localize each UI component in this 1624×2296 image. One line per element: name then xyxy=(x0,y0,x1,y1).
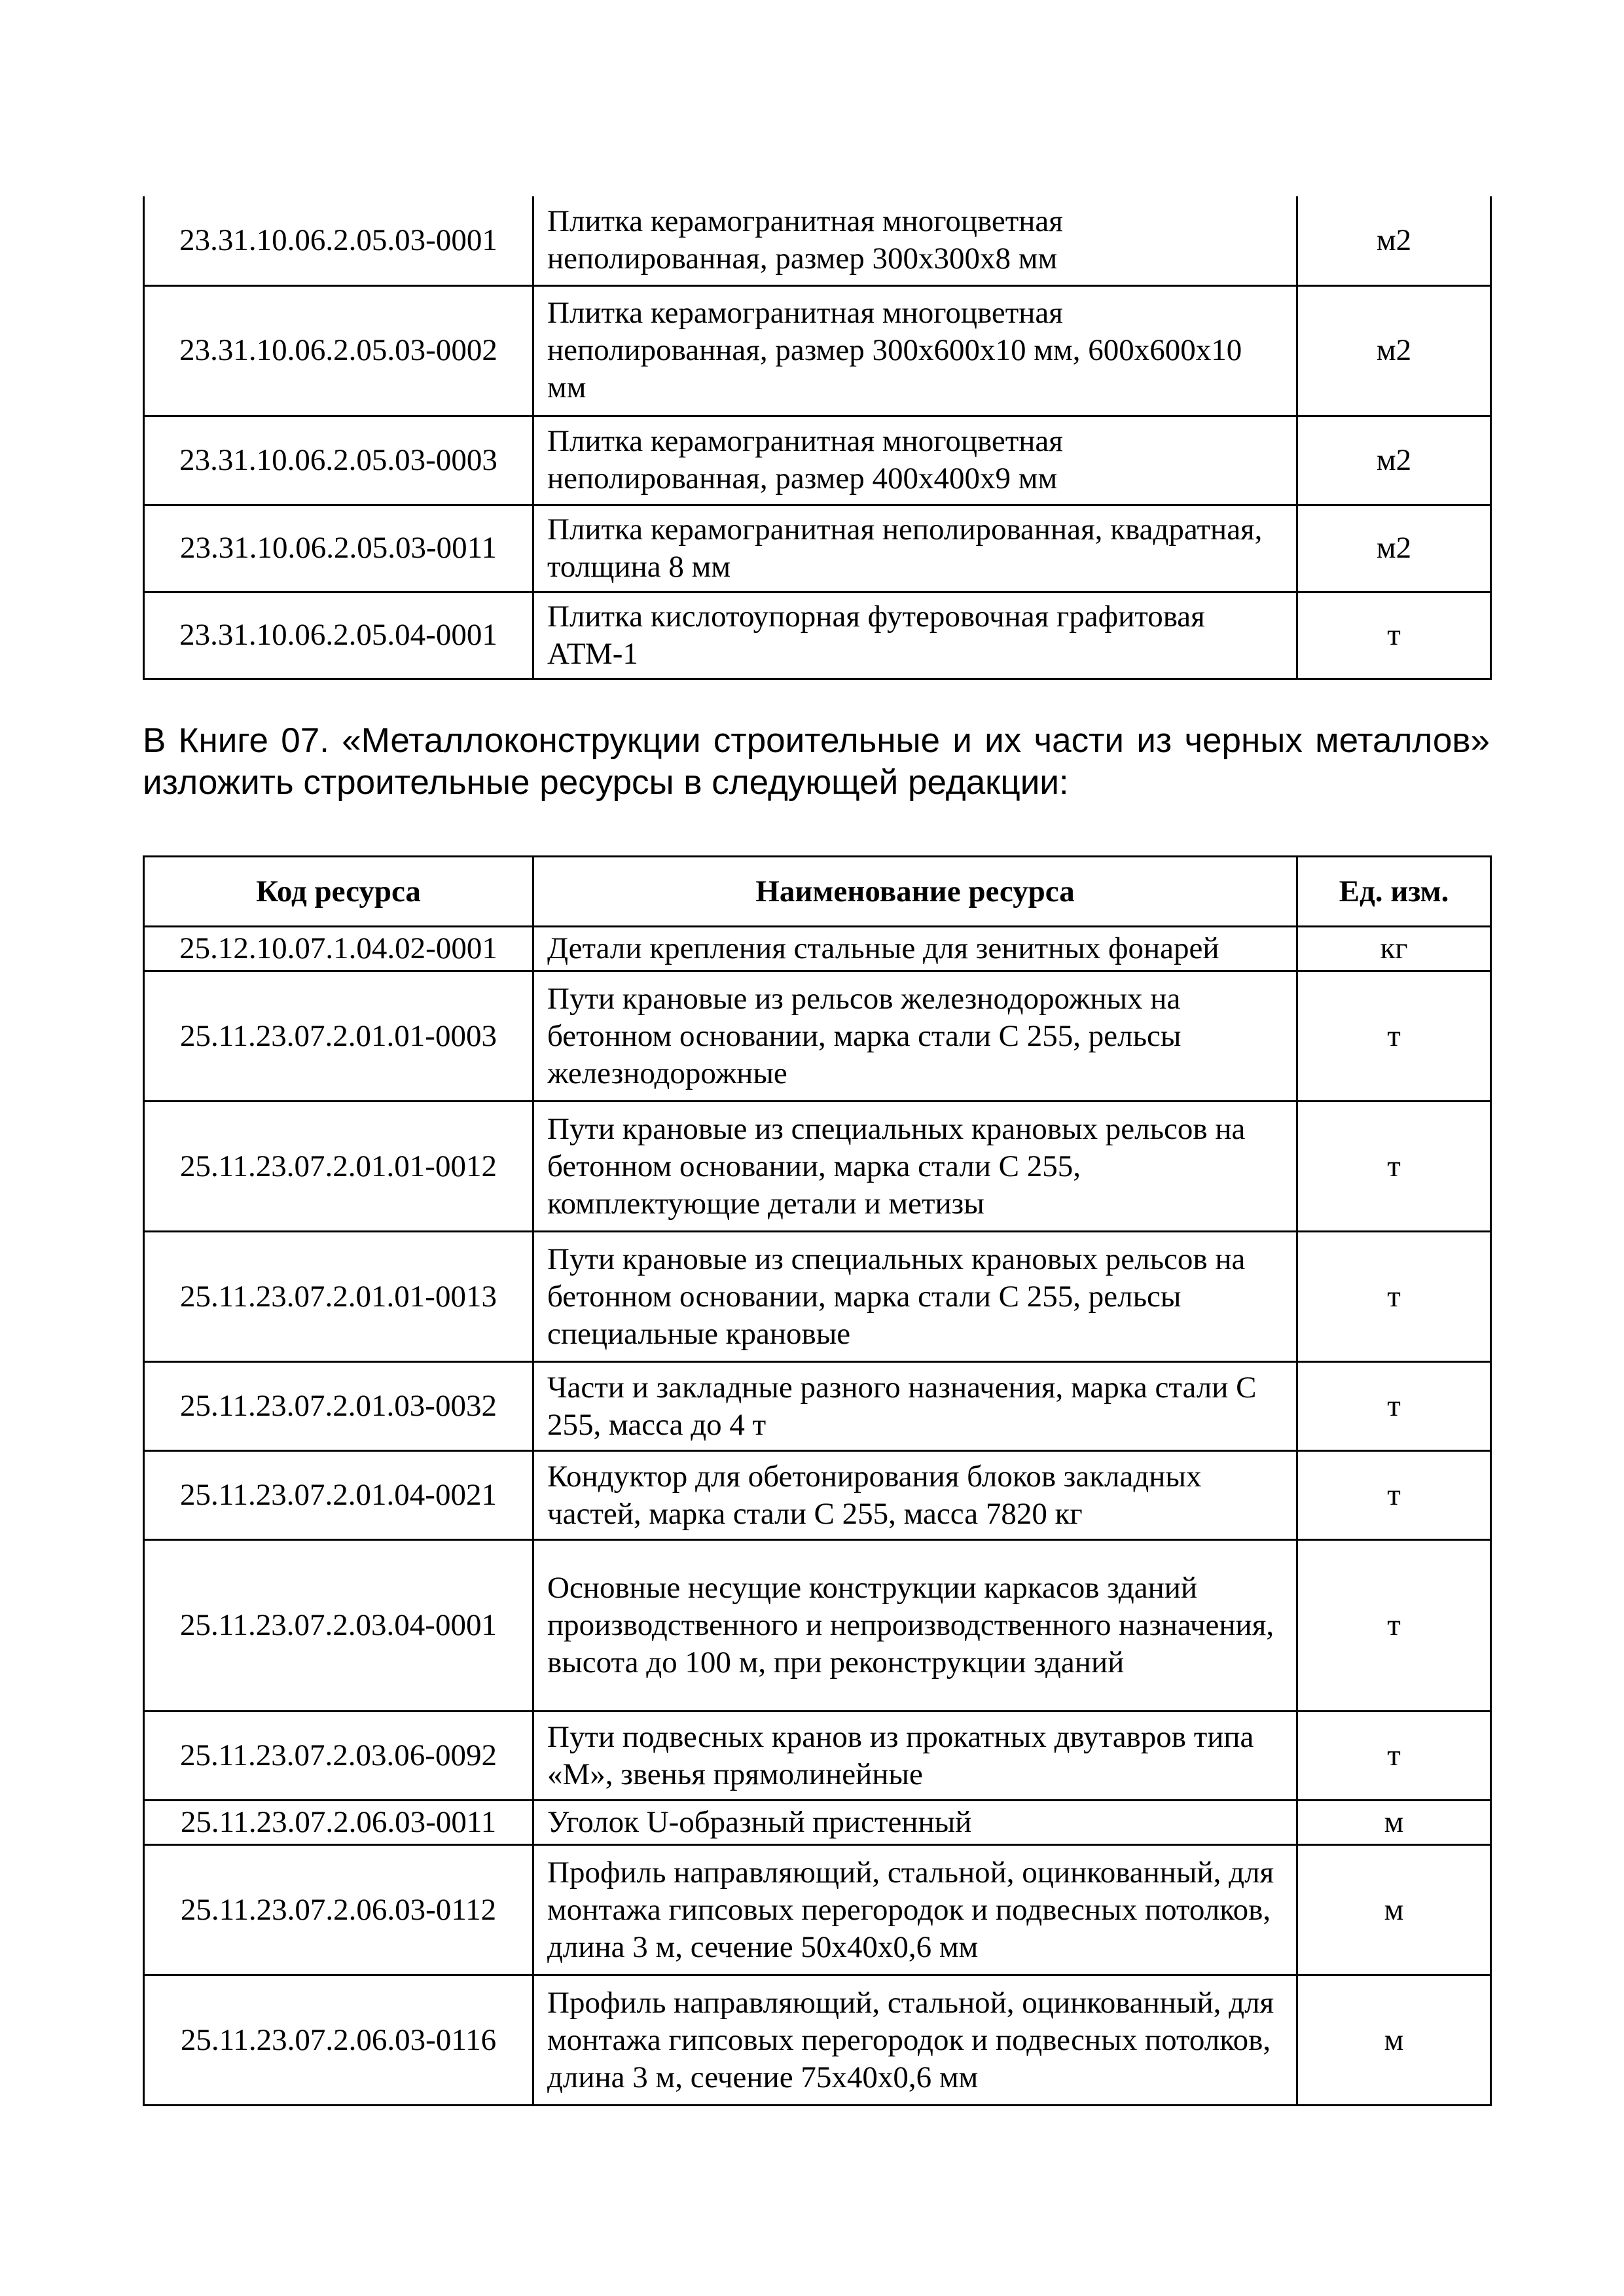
resource-unit: т xyxy=(1297,1540,1491,1712)
resource-code: 25.11.23.07.2.01.04-0021 xyxy=(144,1451,533,1540)
table-row xyxy=(144,1362,1491,1451)
resource-code: 25.11.23.07.2.01.01-0012 xyxy=(144,1102,533,1232)
section-instruction-paragraph: В Книге 07. «Металлоконструкции строительные и их части из черных металлов» изложить строительные ресурсы в следующей редакции: xyxy=(143,721,1490,802)
resource-unit: м2 xyxy=(1297,505,1491,592)
table-header-row xyxy=(144,857,1491,927)
resource-name: Плитка кислотоупорная футеровочная графитовая АТМ-1 xyxy=(533,592,1297,679)
table-row xyxy=(144,1845,1491,1975)
resource-name: Плитка керамогранитная многоцветная неполированная, размер 300х300х8 мм xyxy=(533,196,1297,285)
resource-unit: т xyxy=(1297,592,1491,679)
resource-unit: т xyxy=(1297,1232,1491,1362)
resource-code: 23.31.10.06.2.05.03-0011 xyxy=(144,505,533,592)
resource-table-continued xyxy=(143,196,1492,680)
table-row xyxy=(144,1540,1491,1712)
resource-unit: т xyxy=(1297,1451,1491,1540)
resource-name: Профиль направляющий, стальной, оцинкованный, для монтажа гипсовых перегородок и подвесных потолков, длина 3 м, сечение 75х40х0,6 мм xyxy=(533,1975,1297,2106)
resource-unit: м2 xyxy=(1297,416,1491,505)
resource-unit: т xyxy=(1297,971,1491,1102)
resource-code: 23.31.10.06.2.05.03-0002 xyxy=(144,285,533,416)
resource-name: Профиль направляющий, стальной, оцинкованный, для монтажа гипсовых перегородок и подвесных потолков, длина 3 м, сечение 50х40х0,6 мм xyxy=(533,1845,1297,1975)
table-row xyxy=(144,285,1491,416)
resource-code: 25.11.23.07.2.06.03-0116 xyxy=(144,1975,533,2106)
resource-table xyxy=(143,855,1492,2106)
resource-unit: т xyxy=(1297,1102,1491,1232)
resource-name: Пути крановые из специальных крановых рельсов на бетонном основании, марка стали С 255, рельсы специальные крановые xyxy=(533,1232,1297,1362)
table-row xyxy=(144,1102,1491,1232)
table-row xyxy=(144,1232,1491,1362)
column-header-unit: Ед. изм. xyxy=(1297,857,1491,927)
resource-code: 25.11.23.07.2.06.03-0112 xyxy=(144,1845,533,1975)
resource-code: 25.11.23.07.2.03.04-0001 xyxy=(144,1540,533,1712)
table-row xyxy=(144,1975,1491,2106)
resource-code: 23.31.10.06.2.05.03-0001 xyxy=(144,196,533,285)
resource-name: Пути крановые из специальных крановых рельсов на бетонном основании, марка стали С 255, комплектующие детали и метизы xyxy=(533,1102,1297,1232)
resource-unit: м xyxy=(1297,1975,1491,2106)
resource-code: 25.11.23.07.2.06.03-0011 xyxy=(144,1801,533,1845)
resource-name: Плитка керамогранитная неполированная, квадратная, толщина 8 мм xyxy=(533,505,1297,592)
resource-code: 23.31.10.06.2.05.04-0001 xyxy=(144,592,533,679)
table-row xyxy=(144,196,1491,285)
table-row xyxy=(144,927,1491,971)
table-row xyxy=(144,1712,1491,1801)
resource-name: Плитка керамогранитная многоцветная неполированная, размер 300х600х10 мм, 600х600х10 мм xyxy=(533,285,1297,416)
column-header-code: Код ресурса xyxy=(144,857,533,927)
resource-name: Пути подвесных кранов из прокатных двутавров типа «М», звенья прямолинейные xyxy=(533,1712,1297,1801)
table-row xyxy=(144,971,1491,1102)
resource-name: Основные несущие конструкции каркасов зданий производственного и непроизводственного назначения, высота до 100 м, при реконструкции зданий xyxy=(533,1540,1297,1712)
resource-unit: кг xyxy=(1297,927,1491,971)
resource-name: Пути крановые из рельсов железнодорожных на бетонном основании, марка стали С 255, рельсы железнодорожные xyxy=(533,971,1297,1102)
resource-unit: м xyxy=(1297,1845,1491,1975)
resource-name: Части и закладные разного назначения, марка стали С 255, масса до 4 т xyxy=(533,1362,1297,1451)
table-row xyxy=(144,505,1491,592)
resource-name: Кондуктор для обетонирования блоков закладных частей, марка стали С 255, масса 7820 кг xyxy=(533,1451,1297,1540)
resource-code: 25.12.10.07.1.04.02-0001 xyxy=(144,927,533,971)
resource-name: Уголок U-образный пристенный xyxy=(533,1801,1297,1845)
resource-code: 25.11.23.07.2.03.06-0092 xyxy=(144,1712,533,1801)
resource-unit: м2 xyxy=(1297,285,1491,416)
table-row xyxy=(144,592,1491,679)
column-header-name: Наименование ресурса xyxy=(533,857,1297,927)
resource-name: Детали крепления стальные для зенитных фонарей xyxy=(533,927,1297,971)
resource-name: Плитка керамогранитная многоцветная неполированная, размер 400х400х9 мм xyxy=(533,416,1297,505)
resource-code: 25.11.23.07.2.01.01-0003 xyxy=(144,971,533,1102)
resource-unit: т xyxy=(1297,1712,1491,1801)
resource-code: 25.11.23.07.2.01.03-0032 xyxy=(144,1362,533,1451)
table-row xyxy=(144,1451,1491,1540)
resource-unit: т xyxy=(1297,1362,1491,1451)
table-row xyxy=(144,416,1491,505)
table-row xyxy=(144,1801,1491,1845)
resource-unit: м xyxy=(1297,1801,1491,1845)
resource-code: 23.31.10.06.2.05.03-0003 xyxy=(144,416,533,505)
resource-code: 25.11.23.07.2.01.01-0013 xyxy=(144,1232,533,1362)
resource-unit: м2 xyxy=(1297,196,1491,285)
